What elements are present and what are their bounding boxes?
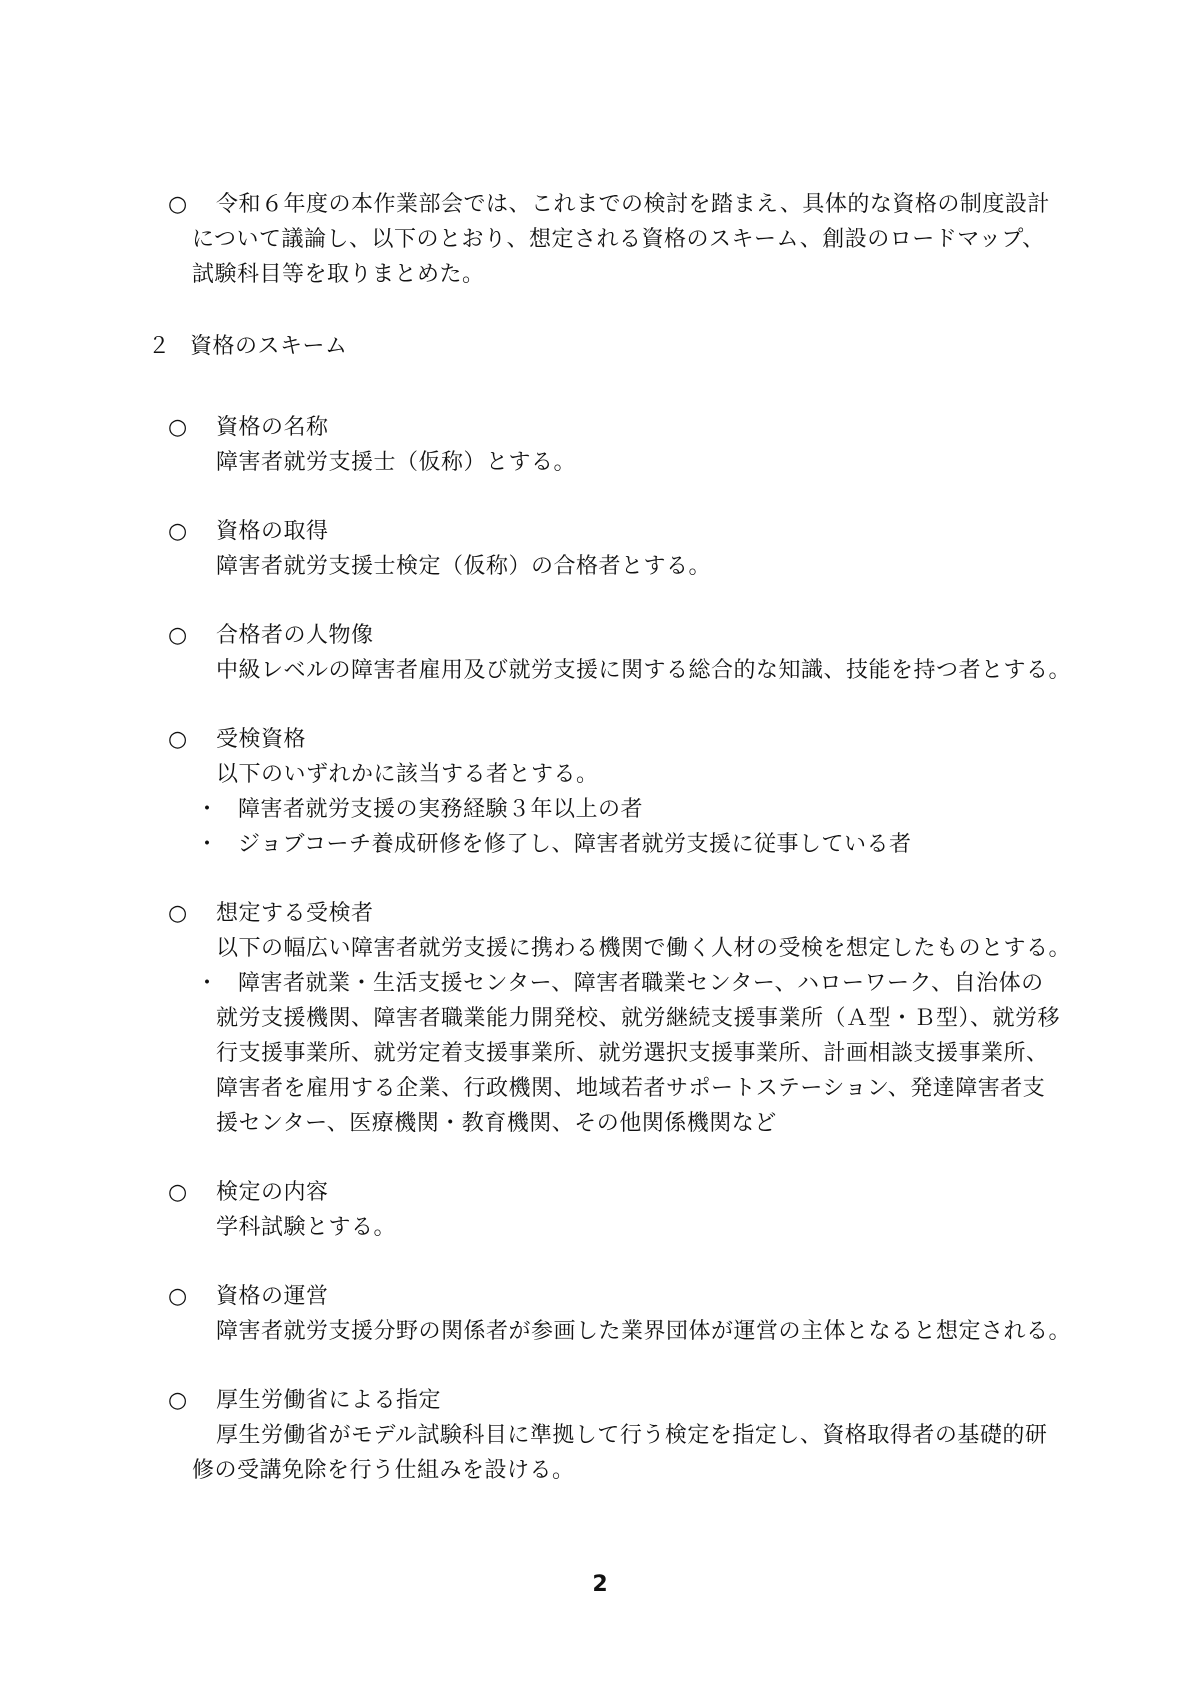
circle-bullet-icon: ○	[168, 623, 188, 648]
intro-line-1: 令和６年度の本作業部会では、これまでの検討を踏まえ、具体的な資格の制度設計	[216, 192, 1050, 217]
item-title: 検定の内容	[216, 1180, 329, 1205]
dot-bullet-icon: ・	[196, 971, 219, 996]
list-item-line: 障害者を雇用する企業、行政機関、地域若者サポートステーション、発達障害者支	[216, 1076, 1046, 1101]
circle-bullet-icon: ○	[168, 1284, 188, 1309]
item-title: 想定する受検者	[216, 901, 374, 926]
circle-bullet-icon: ○	[168, 1180, 188, 1205]
circle-bullet-icon: ○	[168, 901, 188, 926]
item-body: 障害者就労支援士検定（仮称）の合格者とする。	[216, 554, 712, 579]
circle-bullet-icon: ○	[168, 415, 188, 440]
item-title: 資格の取得	[216, 519, 329, 544]
item-body: 厚生労働省がモデル試験科目に準拠して行う検定を指定し、資格取得者の基礎的研	[216, 1423, 1048, 1448]
circle-bullet-icon: ○	[168, 192, 188, 217]
list-item-line: 就労支援機関、障害者職業能力開発校、就労継続支援事業所（Ａ型・Ｂ型）、就労移	[216, 1006, 1061, 1031]
item-body: 以下の幅広い障害者就労支援に携わる機関で働く人材の受検を想定したものとする。	[216, 936, 1072, 961]
dot-bullet-icon: ・	[196, 832, 219, 857]
list-item: ジョブコーチ養成研修を修了し、障害者就労支援に従事している者	[238, 832, 912, 857]
list-item-line: 障害者就業・生活支援センター、障害者職業センター、ハローワーク、自治体の	[238, 971, 1044, 996]
item-title: 資格の名称	[216, 415, 329, 440]
circle-bullet-icon: ○	[168, 1388, 188, 1413]
item-title: 厚生労働省による指定	[216, 1388, 442, 1413]
circle-bullet-icon: ○	[168, 727, 188, 752]
item-body: 中級レベルの障害者雇用及び就労支援に関する総合的な知識、技能を持つ者とする。	[216, 658, 1072, 683]
item-body: 修の受講免除を行う仕組みを設ける。	[192, 1458, 575, 1483]
dot-bullet-icon: ・	[196, 797, 219, 822]
item-title: 受検資格	[216, 727, 307, 752]
item-body: 以下のいずれかに該当する者とする。	[216, 762, 599, 787]
item-body: 障害者就労支援分野の関係者が参画した業界団体が運営の主体となると想定される。	[216, 1319, 1072, 1344]
list-item-line: 行支援事業所、就労定着支援事業所、就労選択支援事業所、計画相談支援事業所、	[216, 1041, 1049, 1066]
list-item-line: 援センター、医療機関・教育機関、その他関係機関など	[216, 1111, 777, 1136]
item-title: 合格者の人物像	[216, 623, 374, 648]
list-item: 障害者就労支援の実務経験３年以上の者	[238, 797, 644, 822]
item-body: 障害者就労支援士（仮称）とする。	[216, 450, 577, 475]
item-title: 資格の運営	[216, 1284, 329, 1309]
section-title: 資格のスキーム	[190, 334, 348, 359]
item-body: 学科試験とする。	[216, 1215, 397, 1240]
section-number: ２	[148, 334, 171, 359]
circle-bullet-icon: ○	[168, 519, 188, 544]
intro-line-2: について議論し、以下のとおり、想定される資格のスキーム、創設のロードマップ、	[192, 227, 1045, 252]
intro-line-3: 試験科目等を取りまとめた。	[192, 262, 485, 287]
page-number: 2	[592, 1572, 608, 1597]
